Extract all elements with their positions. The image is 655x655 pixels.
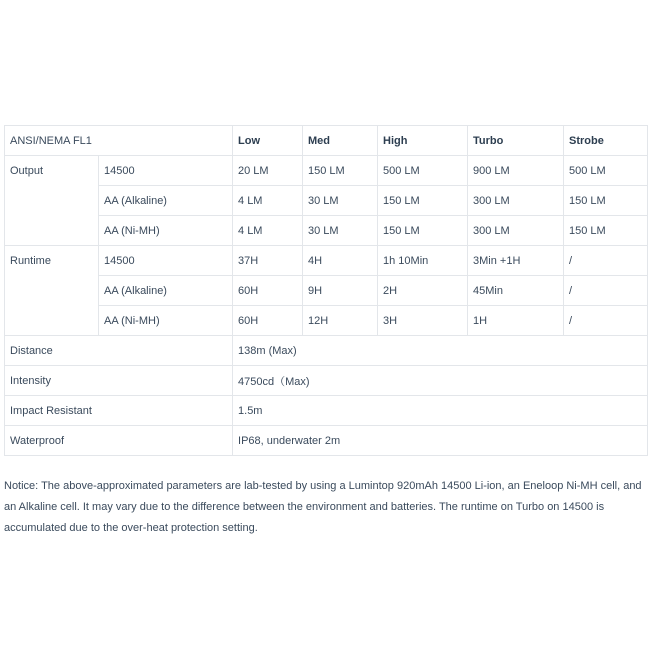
output-row (5, 186, 648, 216)
spec-label: Impact Resistant (5, 396, 233, 426)
value-cell: 3H (378, 306, 468, 336)
value-cell: 150 LM (378, 216, 468, 246)
mode-turbo: Turbo (468, 126, 564, 156)
value-cell: 30 LM (303, 186, 378, 216)
spec-label: Waterproof (5, 426, 233, 456)
value-cell: 60H (233, 276, 303, 306)
value-cell: 2H (378, 276, 468, 306)
value-cell: 300 LM (468, 186, 564, 216)
mode-low: Low (233, 126, 303, 156)
value-cell: 3Min +1H (468, 246, 564, 276)
value-cell: 150 LM (564, 186, 648, 216)
spec-table (4, 125, 648, 456)
value-cell: 12H (303, 306, 378, 336)
value-cell: 900 LM (468, 156, 564, 186)
value-cell: 20 LM (233, 156, 303, 186)
spec-row-waterproof (5, 426, 648, 456)
runtime-label: Runtime (5, 246, 99, 336)
spec-label: Distance (5, 336, 233, 366)
spec-value: IP68, underwater 2m (233, 426, 648, 456)
battery-cell: AA (Ni-MH) (99, 216, 233, 246)
value-cell: 9H (303, 276, 378, 306)
output-row (5, 216, 648, 246)
runtime-row (5, 276, 648, 306)
value-cell: 1H (468, 306, 564, 336)
value-cell: 500 LM (564, 156, 648, 186)
mode-strobe: Strobe (564, 126, 648, 156)
spec-row-distance (5, 336, 648, 366)
value-cell: 150 LM (303, 156, 378, 186)
value-cell: 45Min (468, 276, 564, 306)
value-cell: 150 LM (564, 216, 648, 246)
header-row (5, 126, 648, 156)
spec-row-impact (5, 396, 648, 426)
mode-med: Med (303, 126, 378, 156)
output-row (5, 156, 648, 186)
value-cell: 150 LM (378, 186, 468, 216)
value-cell: / (564, 306, 648, 336)
output-label: Output (5, 156, 99, 246)
runtime-row (5, 306, 648, 336)
value-cell: 4 LM (233, 216, 303, 246)
mode-high: High (378, 126, 468, 156)
spec-value: 4750cd（Max) (233, 366, 648, 396)
battery-cell: AA (Ni-MH) (99, 306, 233, 336)
battery-cell: AA (Alkaline) (99, 186, 233, 216)
value-cell: 30 LM (303, 216, 378, 246)
value-cell: 4 LM (233, 186, 303, 216)
value-cell: 300 LM (468, 216, 564, 246)
value-cell: / (564, 276, 648, 306)
battery-cell: 14500 (99, 156, 233, 186)
value-cell: / (564, 246, 648, 276)
value-cell: 60H (233, 306, 303, 336)
value-cell: 500 LM (378, 156, 468, 186)
spec-value: 1.5m (233, 396, 648, 426)
value-cell: 1h 10Min (378, 246, 468, 276)
value-cell: 37H (233, 246, 303, 276)
runtime-row (5, 246, 648, 276)
spec-row-intensity (5, 366, 648, 396)
spec-label: Intensity (5, 366, 233, 396)
header-label: ANSI/NEMA FL1 (5, 126, 233, 156)
notice-text: Notice: The above-approximated parameters are lab-tested by using a Lumintop 920mAh 14500 Li-ion, an Eneloop Ni-MH cell, and an Alkaline cell. It may vary due to the difference between the environment and batteries. The runtime on Turbo on 14500 is accumulated due to the over-heat protection setting. (4, 480, 642, 534)
value-cell: 4H (303, 246, 378, 276)
battery-cell: 14500 (99, 246, 233, 276)
spec-value: 138m (Max) (233, 336, 648, 366)
battery-cell: AA (Alkaline) (99, 276, 233, 306)
